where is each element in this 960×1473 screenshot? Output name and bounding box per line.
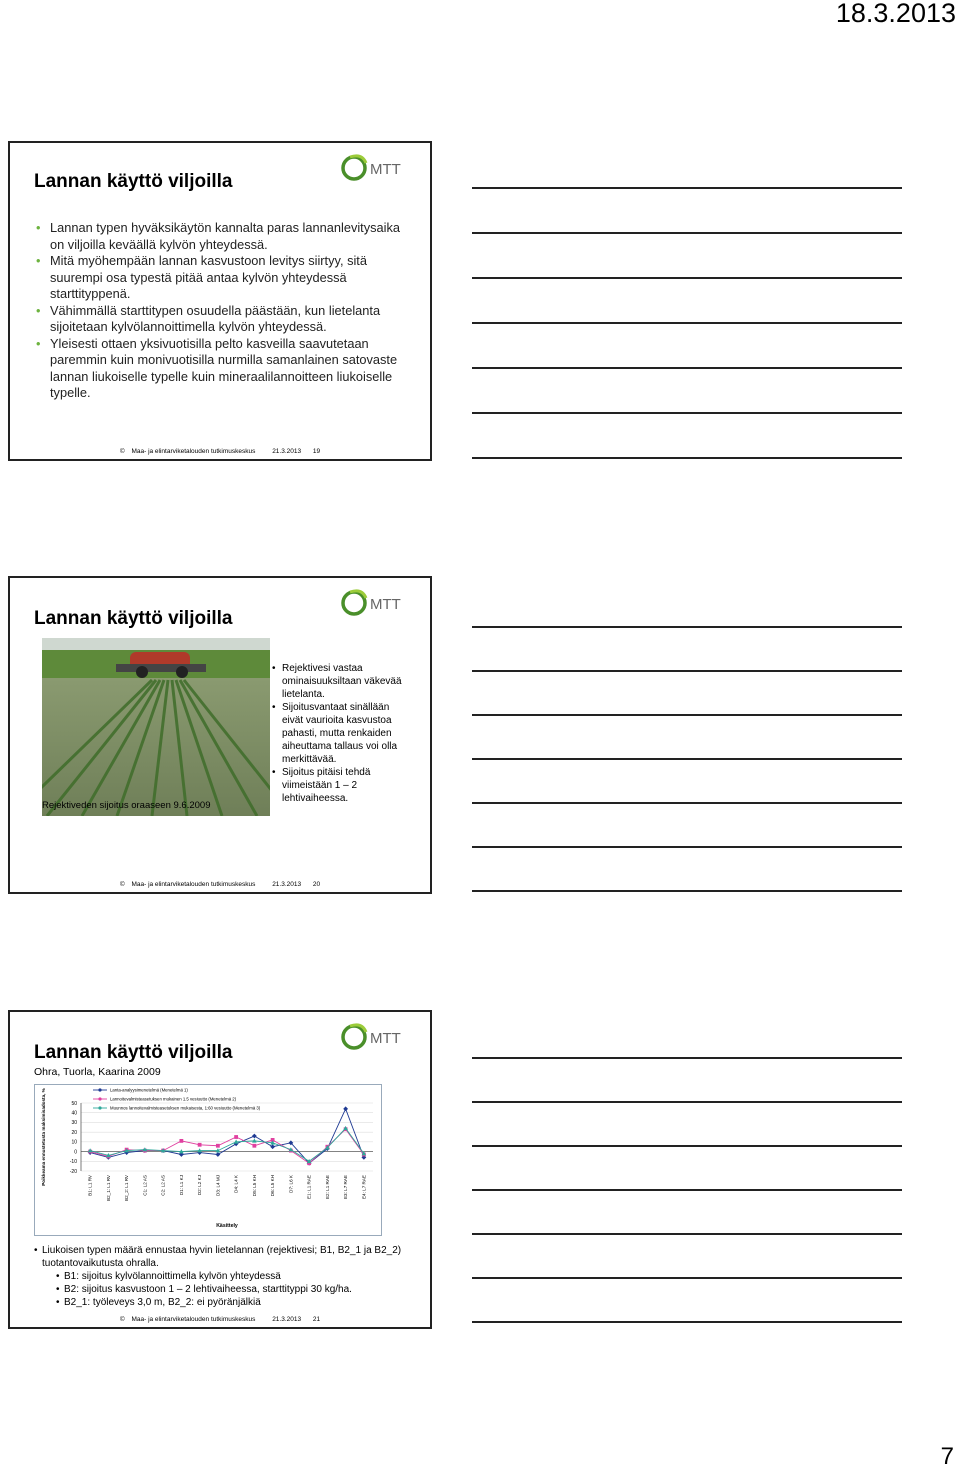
- slide-title: Lannan käyttö viljoilla: [34, 608, 233, 629]
- y-tick-label: 30: [71, 1120, 77, 1127]
- x-axis-label: Käsittely: [216, 1223, 238, 1229]
- footer-date: 21.3.2013: [272, 448, 302, 455]
- y-axis-label: Poikkeama ennustetusta maksimisadosta, %: [41, 1088, 46, 1186]
- x-tick-label: C2: L2 AS: [160, 1175, 166, 1196]
- note-line: [472, 367, 902, 369]
- note-line: [472, 802, 902, 804]
- x-tick-label: D3: L4 MJ: [215, 1175, 221, 1196]
- slide-19: [8, 141, 432, 461]
- bullet-item: • Liukoisen typen määrä ennustaa hyvin lietelannan (rejektivesi; B1, B2_1 ja B2_2) tuotantovaikutusta ohralla.: [34, 1245, 402, 1269]
- slide-number: 20: [312, 881, 321, 888]
- page-date: 18.3.2013: [835, 0, 956, 28]
- mtt-logo: [340, 151, 418, 185]
- x-tick-label: D7: L6 K: [288, 1175, 294, 1193]
- data-point: [343, 1106, 348, 1111]
- footer-org: Maa- ja elintarviketalouden tutkimuskeskus: [131, 448, 256, 455]
- legend-marker: [98, 1097, 101, 1100]
- bullet-item: • Vähimmällä starttitypen osuudella päästään, kun lietelanta sijoitetaan kylvölannoittimella kylvön yhteydessä.: [36, 302, 381, 334]
- note-line: [472, 277, 902, 279]
- field-photo: [42, 638, 270, 816]
- footer-org: Maa- ja elintarviketalouden tutkimuskeskus: [131, 881, 256, 888]
- note-line: [472, 1277, 902, 1279]
- bullet-item: • Lannan typen hyväksikäytön kannalta paras lannanlevitysaika on viljoilla keväällä kylvön yhteydessä.: [36, 220, 401, 252]
- data-point: [215, 1152, 220, 1157]
- bullet-item: • Mitä myöhempään lannan kasvustoon levitys siirtyy, sitä suurempi osa typestä pitää antaa kylvön yhteydessä starttityppenä.: [36, 253, 367, 301]
- slide-footer: © Maa- ja elintarviketalouden tutkimuskeskus 21.3.2013 20: [119, 881, 321, 888]
- note-line: [472, 412, 902, 414]
- series-line: [90, 1128, 364, 1161]
- bullet-list: [272, 662, 412, 805]
- note-line: [472, 758, 902, 760]
- slide-footer: © Maa- ja elintarviketalouden tutkimuskeskus 21.3.2013 19: [119, 448, 321, 455]
- x-tick-label: D6: L5 KH: [270, 1175, 276, 1197]
- bullet-item: • Sijoitusvantaat sinällään eivät vaurioita kasvustoa pahasti, mutta renkaiden aiheuttama tallaus voi olla merkittävää.: [272, 702, 398, 765]
- slide-number: 21: [312, 1316, 321, 1323]
- slide-title: Lannan käyttö viljoilla: [34, 171, 233, 192]
- bullet-list: [34, 1244, 414, 1309]
- footer-org: Maa- ja elintarviketalouden tutkimuskeskus: [131, 1316, 256, 1323]
- slide-number: 19: [312, 448, 321, 455]
- x-tick-label: E2: L1 RAE: [324, 1175, 330, 1200]
- slide-footer: © Maa- ja elintarviketalouden tutkimuskeskus 21.3.2013 21: [119, 1316, 321, 1323]
- legend-label: Muunnos lannoitevalmisteasetuksen mukaisesta, 1:60 vesiuutto (Menetelmä 3): [110, 1105, 261, 1111]
- series-line: [90, 1109, 364, 1163]
- note-line: [472, 1101, 902, 1103]
- x-tick-label: E1: L1 RAE: [306, 1175, 312, 1200]
- footer-date: 21.3.2013: [272, 881, 302, 888]
- legend-marker: [98, 1106, 101, 1109]
- mtt-logo: [340, 586, 418, 620]
- logo-text: MTT: [370, 596, 401, 613]
- legend-marker: [98, 1088, 101, 1091]
- note-line: [472, 322, 902, 324]
- note-line: [472, 232, 902, 234]
- note-line: [472, 1321, 902, 1323]
- data-point: [234, 1135, 238, 1139]
- bullet-item: • B2_1: työleveys 3,0 m, B2_2: ei pyöränjälkiä: [56, 1297, 261, 1308]
- x-tick-label: C1: L2 AS: [142, 1175, 148, 1196]
- note-line: [472, 670, 902, 672]
- photo-caption: Rejektiveden sijoitus oraaseen 9.6.2009: [42, 800, 211, 811]
- bullet-item: • Yleisesti ottaen yksivuotisilla pelto kasveilla saavutetaan paremmin kuin monivuotisilla nurmilla samanlainen satovaste lannan liukoiselle typelle kuin mineraalilannoitteen liukoiselle typelle.: [36, 335, 398, 400]
- x-tick-label: E4: L7 RAE: [361, 1175, 367, 1200]
- x-tick-label: B2_2: L1 RV: [124, 1175, 130, 1201]
- note-line: [472, 846, 902, 848]
- x-tick-label: D1: L1 KJ: [178, 1175, 184, 1196]
- note-line: [472, 187, 902, 189]
- mtt-logo: [340, 1020, 418, 1054]
- note-line: [472, 890, 902, 892]
- y-tick-label: 40: [71, 1110, 77, 1117]
- page-number: 7: [940, 1443, 954, 1470]
- y-tick-label: 20: [71, 1129, 77, 1136]
- slide-21: [8, 1010, 432, 1329]
- x-tick-label: B2_1: L1 RV: [105, 1175, 111, 1201]
- chart-svg: [35, 1085, 381, 1235]
- note-line: [472, 714, 902, 716]
- data-point: [179, 1139, 183, 1143]
- x-tick-label: D5: L5 KH: [251, 1175, 257, 1197]
- bullet-item: • Rejektivesi vastaa ominaisuuksiltaan väkevää lietelanta.: [272, 663, 402, 700]
- y-tick-label: -20: [69, 1168, 77, 1175]
- data-point: [252, 1144, 256, 1148]
- footer-date: 21.3.2013: [272, 1316, 302, 1323]
- x-tick-label: D2: L2 KJ: [197, 1175, 203, 1196]
- slide-20: [8, 576, 432, 894]
- note-line: [472, 626, 902, 628]
- slide-subtitle: Ohra, Tuorla, Kaarina 2009: [34, 1066, 161, 1078]
- note-line: [472, 1233, 902, 1235]
- note-line: [472, 1189, 902, 1191]
- x-tick-label: D4: L4 K: [233, 1175, 239, 1193]
- y-tick-label: 0: [74, 1149, 77, 1156]
- bullet-item: • Sijoitus pitäisi tehdä viimeistään 1 – 2 lehtivaiheessa.: [272, 767, 371, 804]
- y-tick-label: 50: [71, 1100, 77, 1107]
- legend-label: Lanta-analyysimenetelmä (Menetelmä 1): [110, 1087, 188, 1093]
- line-chart: [34, 1084, 382, 1236]
- bullet-item: • B2: sijoitus kasvustoon 1 – 2 lehtivaiheessa, starttityppi 30 kg/ha.: [56, 1284, 352, 1295]
- logo-text: MTT: [370, 1030, 401, 1047]
- note-line: [472, 1145, 902, 1147]
- bullet-item: • B1: sijoitus kylvölannoittimella kylvön yhteydessä: [56, 1271, 281, 1282]
- y-tick-label: -10: [69, 1159, 77, 1166]
- note-line: [472, 457, 902, 459]
- note-line: [472, 1057, 902, 1059]
- x-tick-label: E3: L7 RAE: [343, 1175, 349, 1200]
- data-point: [198, 1143, 202, 1147]
- logo-text: MTT: [370, 161, 401, 178]
- data-point: [216, 1144, 220, 1148]
- y-tick-label: 10: [71, 1139, 77, 1146]
- slide-title: Lannan käyttö viljoilla: [34, 1042, 233, 1063]
- data-point: [252, 1134, 257, 1139]
- bullet-list: [34, 220, 414, 402]
- data-point: [270, 1144, 275, 1149]
- legend-label: Lannoitevalmisteasetuksen mukainen 1.5 vesiuutto (Menetelmä 2): [110, 1096, 237, 1102]
- x-tick-label: B1: L1 RV: [87, 1175, 93, 1196]
